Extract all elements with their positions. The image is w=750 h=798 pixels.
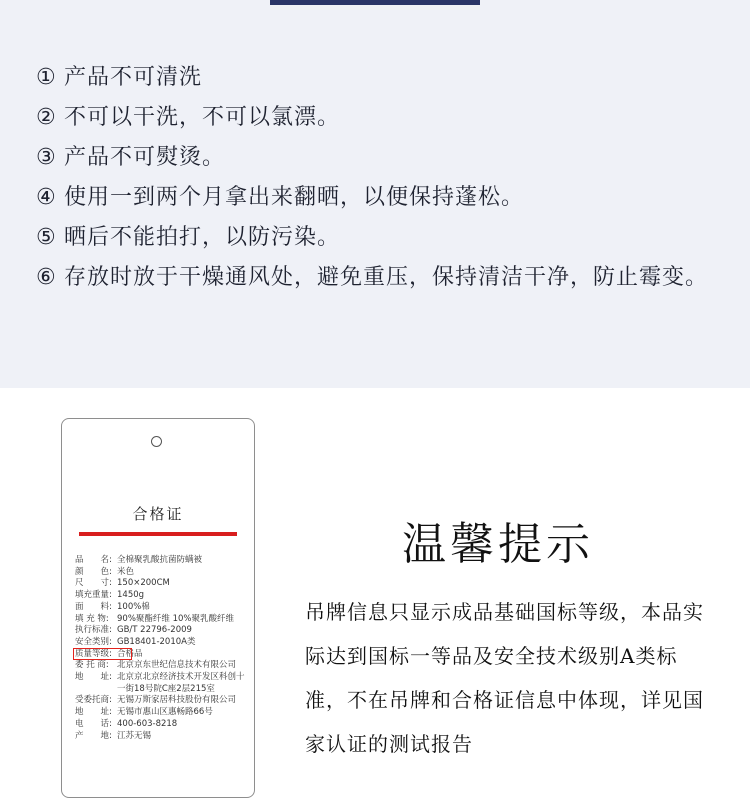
care-item — [36, 258, 726, 298]
tag-field-value: 400-603-8218 — [117, 718, 178, 729]
tag-field-value: 江苏无锡 — [117, 730, 152, 741]
top-accent-rule — [270, 0, 480, 5]
care-instructions-panel — [0, 0, 750, 388]
care-item-number: ⑥ — [36, 265, 57, 290]
care-item-text: 不可以干洗，不可以氯漂。 — [64, 105, 341, 130]
tag-field-value: GB18401-2010A类 — [117, 636, 196, 647]
care-item — [36, 218, 726, 258]
tips-body: 吊牌信息只显示成品基础国标等级，本品实际达到国标一等品及安全技术级别A类标准，不在吊牌和合格证信息中体现，详见国家认证的测试报告 — [305, 600, 704, 756]
tag-field-label: 尺 寸: — [75, 578, 112, 589]
tag-field-label: 填 充 物: — [75, 613, 109, 624]
tag-field-label: 颜 色: — [75, 566, 112, 577]
tag-field-row — [75, 672, 250, 695]
care-item-text: 晒后不能拍打，以防污染。 — [64, 225, 341, 250]
tag-field-label: 受委托商: — [75, 695, 112, 706]
care-item — [36, 98, 726, 138]
tag-hole-icon — [151, 436, 162, 447]
tips-title: 温馨提示 — [402, 519, 594, 570]
tag-field-row — [75, 660, 250, 672]
tag-field-label: 委 托 商: — [75, 660, 109, 671]
tag-field-row-quality — [75, 649, 250, 661]
hang-tag — [61, 418, 255, 798]
tag-field-row — [75, 614, 250, 626]
tag-field-row — [75, 590, 250, 602]
tag-field-value: GB/T 22796-2009 — [117, 625, 192, 636]
care-item-text: 存放时放于干燥通风处，避免重压，保持清洁干净，防止霉变。 — [64, 265, 709, 290]
tag-field-value: 北京京东世纪信息技术有限公司 — [117, 660, 237, 671]
care-item — [36, 178, 726, 218]
tag-field-row — [75, 731, 250, 743]
tag-title: 合格证 — [132, 505, 184, 523]
tag-field-row — [75, 602, 250, 614]
tag-field-row — [75, 625, 250, 637]
tag-field-row — [75, 578, 250, 590]
tag-field-value: 全棉聚乳酸抗菌防螨被 — [117, 555, 203, 565]
tag-field-row — [75, 707, 250, 719]
care-item-number: ② — [36, 105, 57, 130]
tag-field-value: 米色 — [117, 566, 135, 577]
care-instructions-list — [36, 58, 726, 298]
care-item-text: 产品不可熨烫。 — [64, 145, 226, 170]
tag-field-value: 无锡市惠山区惠畅路66号 — [117, 707, 213, 718]
tag-field-value: 150×200CM — [117, 578, 170, 589]
care-item-text: 产品不可清洗 — [64, 65, 203, 90]
care-item-text: 使用一到两个月拿出来翻晒，以便保持蓬松。 — [64, 185, 525, 210]
tag-field-label: 地 址: — [75, 707, 112, 718]
tag-field-row — [75, 567, 250, 579]
tag-fields — [75, 555, 250, 742]
tag-red-bar — [79, 532, 237, 536]
care-item — [36, 138, 726, 178]
tag-field-row — [75, 695, 250, 707]
tag-field-value: 90%聚酯纤维 10%聚乳酸纤维 — [117, 613, 234, 624]
tag-field-label: 质量等级: — [75, 648, 112, 659]
tag-field-label: 品 名: — [75, 555, 112, 565]
tag-field-value: 1450g — [117, 590, 145, 601]
tag-field-label: 面 料: — [75, 601, 112, 612]
tag-field-label: 填充重量: — [75, 590, 112, 601]
care-item-number: ① — [36, 65, 57, 90]
tag-field-label: 安全类别: — [75, 636, 112, 647]
tag-field-value: 北京京北京经济技术开发区科创十一街18号院C座2层215室 — [117, 672, 245, 694]
care-item-number: ⑤ — [36, 225, 57, 250]
tag-field-label: 地 址: — [75, 672, 112, 683]
care-item-number: ③ — [36, 145, 57, 170]
care-item — [36, 58, 726, 98]
quality-highlight-box — [73, 648, 132, 660]
tag-field-value: 无锡万斯家居科技股份有限公司 — [117, 695, 237, 706]
tag-field-label: 产 地: — [75, 730, 112, 741]
tag-field-value: 100%棉 — [117, 601, 150, 612]
tag-field-row — [75, 719, 250, 731]
tag-field-value: 合格品 — [117, 648, 143, 659]
tag-field-row — [75, 555, 250, 567]
tag-field-label: 电 话: — [75, 718, 112, 729]
tag-field-label: 执行标准: — [75, 625, 112, 636]
care-item-number: ④ — [36, 185, 57, 210]
